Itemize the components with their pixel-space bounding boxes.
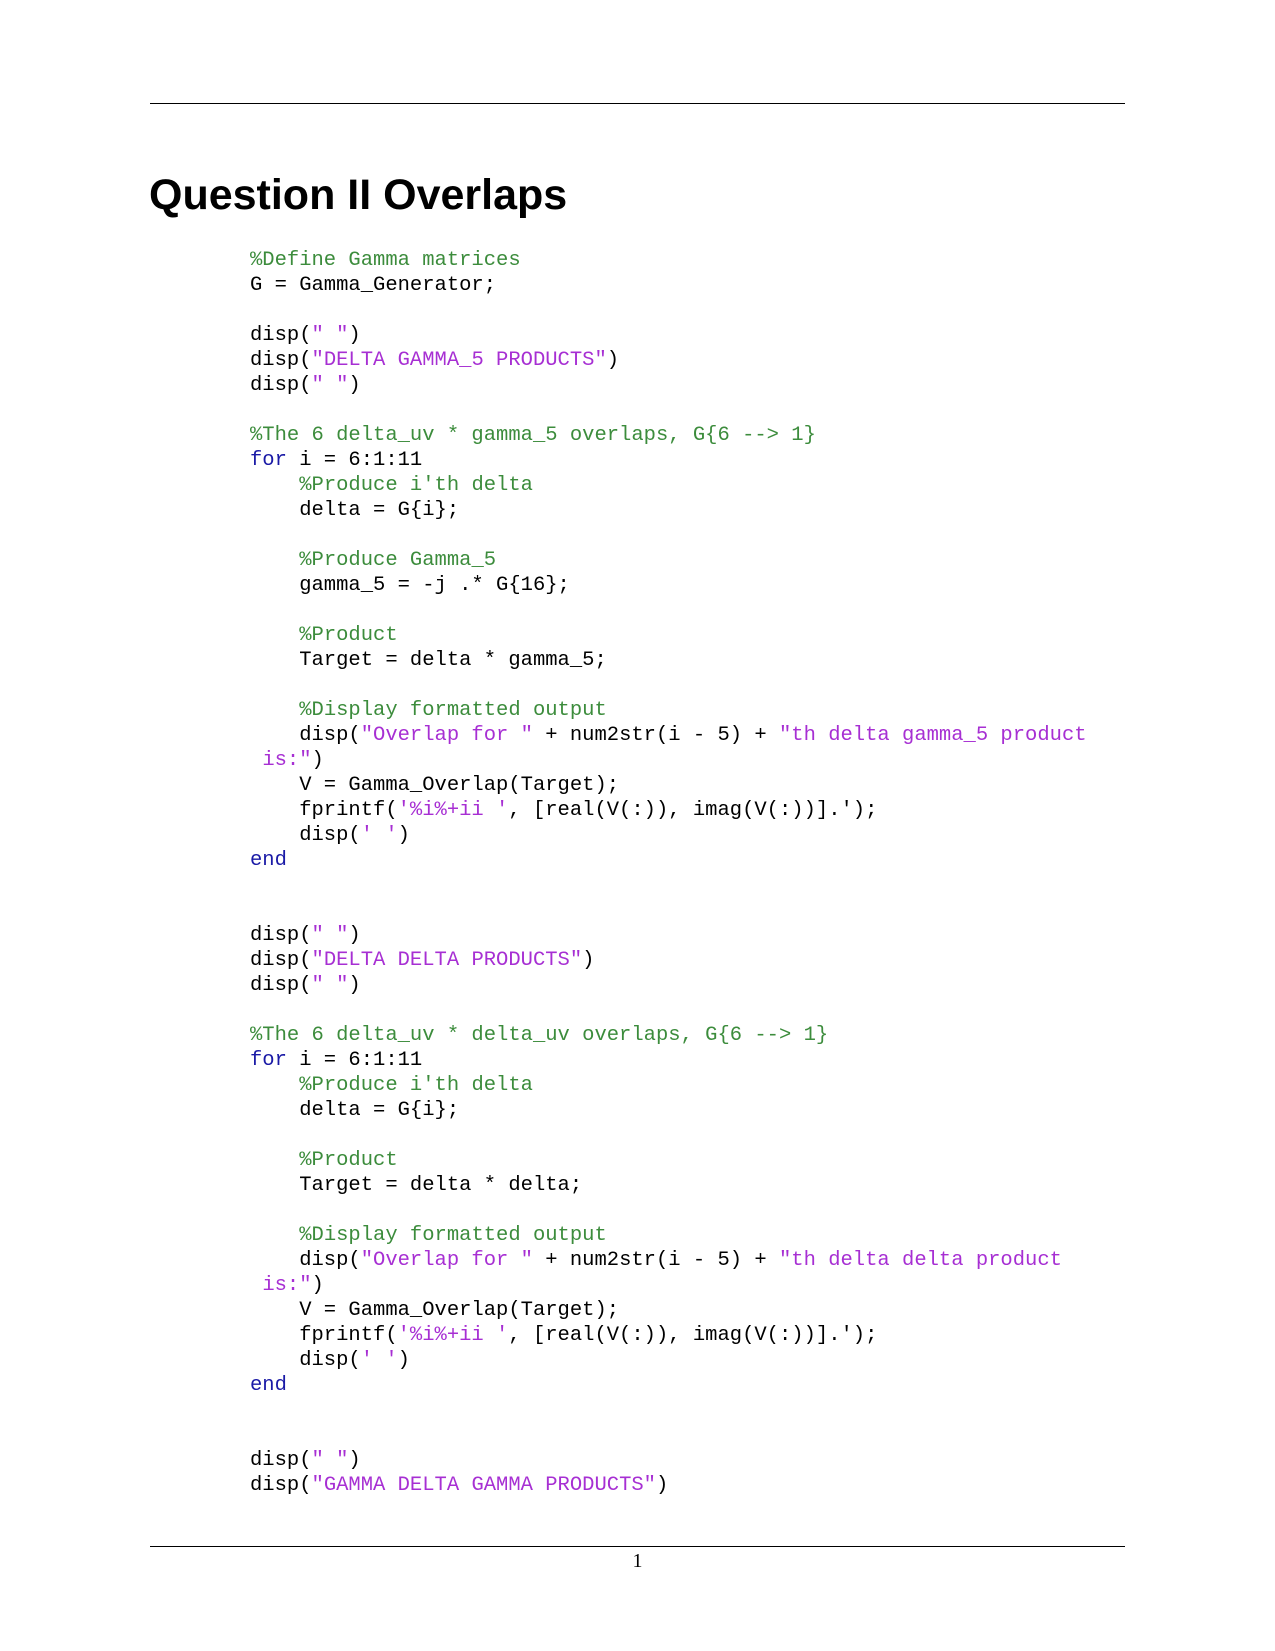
code-token-plain: ) [348,374,361,397]
code-token-plain: fprintf( [250,1324,398,1347]
code-token-keyword: end [250,1374,287,1397]
code-token-string: "Overlap for " [360,724,533,747]
code-line [250,398,1087,423]
code-line [250,923,1087,948]
code-token-comment: %The 6 delta_uv * gamma_5 overlaps, G{6 --> 1} [250,424,816,447]
code-line [250,823,1087,848]
code-line [250,1048,1087,1073]
code-token-plain: disp( [250,724,361,747]
code-line [250,548,1087,573]
code-line [250,1073,1087,1098]
code-listing [250,248,1087,1498]
code-token-plain: ) [655,1474,669,1497]
code-line [250,773,1087,798]
code-token-plain: Target = delta * delta; [250,1174,583,1197]
code-token-plain: G = Gamma_Generator; [250,274,497,297]
code-token-string: " " [311,324,349,347]
code-token-plain: disp( [250,374,312,397]
code-line [250,573,1087,598]
code-line [250,523,1087,548]
code-token-plain: disp( [250,949,312,972]
code-token-string: "GAMMA DELTA GAMMA PRODUCTS" [311,1474,656,1497]
code-token-plain: ) [348,1449,361,1472]
code-line [250,1273,1087,1298]
code-line [250,1023,1087,1048]
code-token-comment: %Product [299,624,398,647]
code-line [250,998,1087,1023]
code-token-plain: i = 6:1:11 [286,449,423,472]
code-token-plain [250,1274,262,1297]
code-line [250,948,1087,973]
code-token-string: ' ' [360,1349,398,1372]
code-line [250,673,1087,698]
code-token-plain [250,549,299,572]
code-token-plain: V = Gamma_Overlap(Target); [250,1299,620,1322]
code-token-plain: i = 6:1:11 [286,1049,423,1072]
code-token-plain: ) [311,1274,324,1297]
code-token-comment: %Display formatted output [299,699,607,722]
code-token-plain: ) [311,749,324,772]
code-token-comment: %Display formatted output [299,1224,607,1247]
code-token-plain: disp( [250,1449,312,1472]
code-line [250,323,1087,348]
code-line [250,1298,1087,1323]
code-line [250,1398,1087,1423]
code-token-string: "DELTA DELTA PRODUCTS" [311,949,583,972]
code-token-string: is:" [262,1274,312,1297]
code-line [250,1373,1087,1398]
code-token-string: '%i%+ii ' [397,799,509,822]
code-line [250,1223,1087,1248]
code-token-plain: ) [348,924,361,947]
code-line [250,1473,1087,1498]
code-line [250,1248,1087,1273]
code-line [250,698,1087,723]
code-line [250,423,1087,448]
code-token-comment: %Produce i'th delta [299,474,533,497]
header-rule [150,103,1125,104]
code-line [250,598,1087,623]
code-token-plain: fprintf( [250,799,398,822]
code-line [250,723,1087,748]
code-token-string: "DELTA GAMMA_5 PRODUCTS" [311,349,607,372]
code-token-string: "th delta gamma_5 product [779,724,1087,747]
code-token-plain [250,624,299,647]
code-token-plain [250,1149,299,1172]
code-token-plain: disp( [250,324,312,347]
code-line [250,473,1087,498]
page-number: 1 [632,1550,643,1572]
code-line [250,973,1087,998]
code-token-string: " " [311,974,349,997]
code-line [250,1348,1087,1373]
code-line [250,1148,1087,1173]
code-line [250,898,1087,923]
code-line [250,1198,1087,1223]
code-line [250,648,1087,673]
code-token-plain: delta = G{i}; [250,499,460,522]
code-token-plain: disp( [250,974,312,997]
code-token-plain: ) [397,824,410,847]
code-line [250,748,1087,773]
code-line [250,298,1087,323]
code-token-keyword: for [250,1049,287,1072]
code-token-string: is:" [262,749,312,772]
code-line [250,873,1087,898]
code-token-string: ' ' [360,824,398,847]
code-line [250,623,1087,648]
code-token-plain: disp( [250,1474,312,1497]
code-token-keyword: end [250,849,287,872]
code-line [250,498,1087,523]
code-token-plain [250,699,299,722]
code-token-plain [250,474,299,497]
code-token-comment: %Produce i'th delta [299,1074,533,1097]
code-token-plain: , [real(V(:)), imag(V(:))].'); [508,1324,878,1347]
code-token-plain: + num2str(i - 5) + [532,724,779,747]
code-line [250,248,1087,273]
code-line [250,348,1087,373]
code-token-plain: ) [582,949,595,972]
code-token-plain [250,1224,299,1247]
code-token-plain: ) [348,974,361,997]
code-token-plain: Target = delta * gamma_5; [250,649,607,672]
code-line [250,1448,1087,1473]
code-line [250,1098,1087,1123]
code-token-plain [250,749,262,772]
code-token-keyword: for [250,449,287,472]
code-token-plain: disp( [250,924,312,947]
code-token-string: " " [311,924,349,947]
code-token-plain: , [real(V(:)), imag(V(:))].'); [508,799,878,822]
footer-rule [150,1546,1125,1547]
code-line [250,1173,1087,1198]
code-token-string: " " [311,1449,349,1472]
code-token-comment: %Produce Gamma_5 [299,549,497,572]
code-token-plain: gamma_5 = -j .* G{16}; [250,574,570,597]
code-line [250,1323,1087,1348]
code-line [250,273,1087,298]
code-token-plain: disp( [250,349,312,372]
code-token-plain: ) [397,1349,410,1372]
code-line [250,798,1087,823]
code-token-plain: ) [348,324,361,347]
code-token-plain: disp( [250,1349,361,1372]
code-token-plain: delta = G{i}; [250,1099,460,1122]
code-token-string: " " [311,374,349,397]
code-token-comment: %Product [299,1149,398,1172]
code-line [250,373,1087,398]
code-line [250,448,1087,473]
code-token-plain [250,1074,299,1097]
code-token-string: '%i%+ii ' [397,1324,509,1347]
code-line [250,1423,1087,1448]
code-token-comment: %Define Gamma matrices [250,249,521,272]
code-token-plain: disp( [250,824,361,847]
section-title: Question II Overlaps [149,171,568,219]
code-token-plain: + num2str(i - 5) + [532,1249,779,1272]
code-line [250,1123,1087,1148]
code-token-plain: V = Gamma_Overlap(Target); [250,774,620,797]
code-token-comment: %The 6 delta_uv * delta_uv overlaps, G{6 --> 1} [250,1024,829,1047]
code-line [250,848,1087,873]
code-token-plain: disp( [250,1249,361,1272]
code-token-string: "th delta delta product [779,1249,1062,1272]
code-token-string: "Overlap for " [360,1249,533,1272]
code-token-plain: ) [606,349,620,372]
